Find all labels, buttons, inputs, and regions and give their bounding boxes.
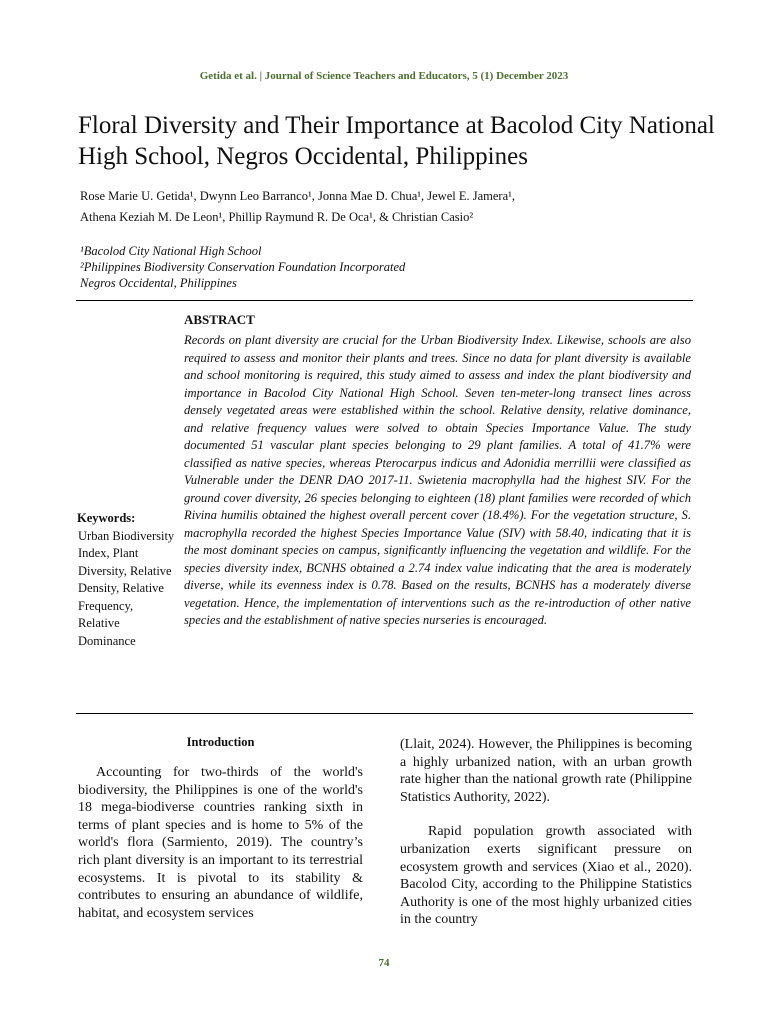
body-column-left [78, 735, 363, 922]
abstract-heading: ABSTRACT [184, 312, 255, 327]
body-column-right [400, 736, 692, 929]
running-header: Getida et al. | Journal of Science Teachers and Educators, 5 (1) December 2023 [199, 70, 569, 82]
affiliation-2: ²Philippines Biodiversity Conservation Foundation Incorporated [80, 260, 406, 274]
author-list [80, 186, 700, 228]
affiliation-1: ¹Bacolod City National High School [80, 244, 262, 258]
author-line-1: Rose Marie U. Getida¹, Dwynn Leo Barranco¹, Jonna Mae D. Chua¹, Jewel E. Jamera¹, [80, 189, 516, 203]
affiliations [80, 243, 700, 291]
introduction-heading: Introduction [186, 735, 255, 749]
author-line-2: Athena Keziah M. De Leon¹, Phillip Raymund R. De Oca¹, & Christian Casio² [80, 210, 474, 224]
page-number: 74 [378, 957, 390, 969]
keywords-block [77, 510, 177, 650]
divider-bottom [76, 713, 693, 714]
intro-paragraph-1: Accounting for two-thirds of the world's biodiversity, the Philippines is one of the world's 18 mega-biodiverse countries ranking sixth in terms of plant species and is home to 5% of the world's flora (Sarmiento, 2019). The country’s rich plant diversity is an important to its terrestrial ecosystems. It is pivotal to its stability & contributes to ensuring an abundance of wildlife, habitat, and ecosystem services [78, 765, 363, 921]
keywords-text: Urban Biodiversity Index, Plant Diversity, Relative Density, Relative Frequency, Relative Dominance [78, 528, 175, 648]
abstract-text: Records on plant diversity are crucial for the Urban Biodiversity Index. Likewise, schools are also required to assess and monitor their plants and trees. Since no data for plant diversity is available and school monitoring is required, this study aimed to assess and index the plant biodiversity and importance in Bacolod City National High School. Seven ten-meter-long transect lines across densely vegetated areas were established within the school. Relative density, relative dominance, and relative frequency values were solved to obtain Species Importance Value. The study documented 51 vascular plant species belonging to 29 plant families. A total of 41.7% were classified as native species, whereas Pterocarpus indicus and Adonidia merrillii were classified as Vulnerable under the DENR DAO 2017-11. Swietenia macrophylla had the highest SIV. For the ground cover diversity, 26 species belonging to eighteen (18) plant families were recorded of which Rivina humilis obtained the highest overall percent cover (18.4%). For the vegetation structure, S. macrophylla recorded the highest Species Importance Value (SIV) with 58.40, indicating that it is the most dominant species on campus, significantly influencing the vegetation and wildlife. For the species diversity index, BCNHS obtained a 2.74 index value indicating that the area is moderately diverse, while its evenness index is 0.78. Based on the results, BCNHS has a moderately diverse vegetation. Hence, the implementation of interventions such as the re-introduction of other native species and the establishment of native species nurseries is encouraged. [184, 333, 691, 627]
intro-paragraph-3: Rapid population growth associated with urbanization exerts significant pressure on ecosystem growth and services (Xiao et al., 2020). Bacolod City, according to the Philippine Statistics Authority is one of the most highly urbanized cities in the country [400, 824, 692, 928]
affiliation-3: Negros Occidental, Philippines [80, 276, 237, 290]
intro-paragraph-2: (Llait, 2024). However, the Philippines is becoming a highly urbanized nation, with an urban growth rate higher than the national growth rate (Philippine Statistics Authority, 2022). [400, 737, 692, 805]
divider-top [76, 300, 693, 301]
paper-title: Floral Diversity and Their Importance at Bacolod City National High School, Negros Occidental, Philippines [78, 112, 715, 170]
keywords-label: Keywords: [77, 511, 136, 525]
